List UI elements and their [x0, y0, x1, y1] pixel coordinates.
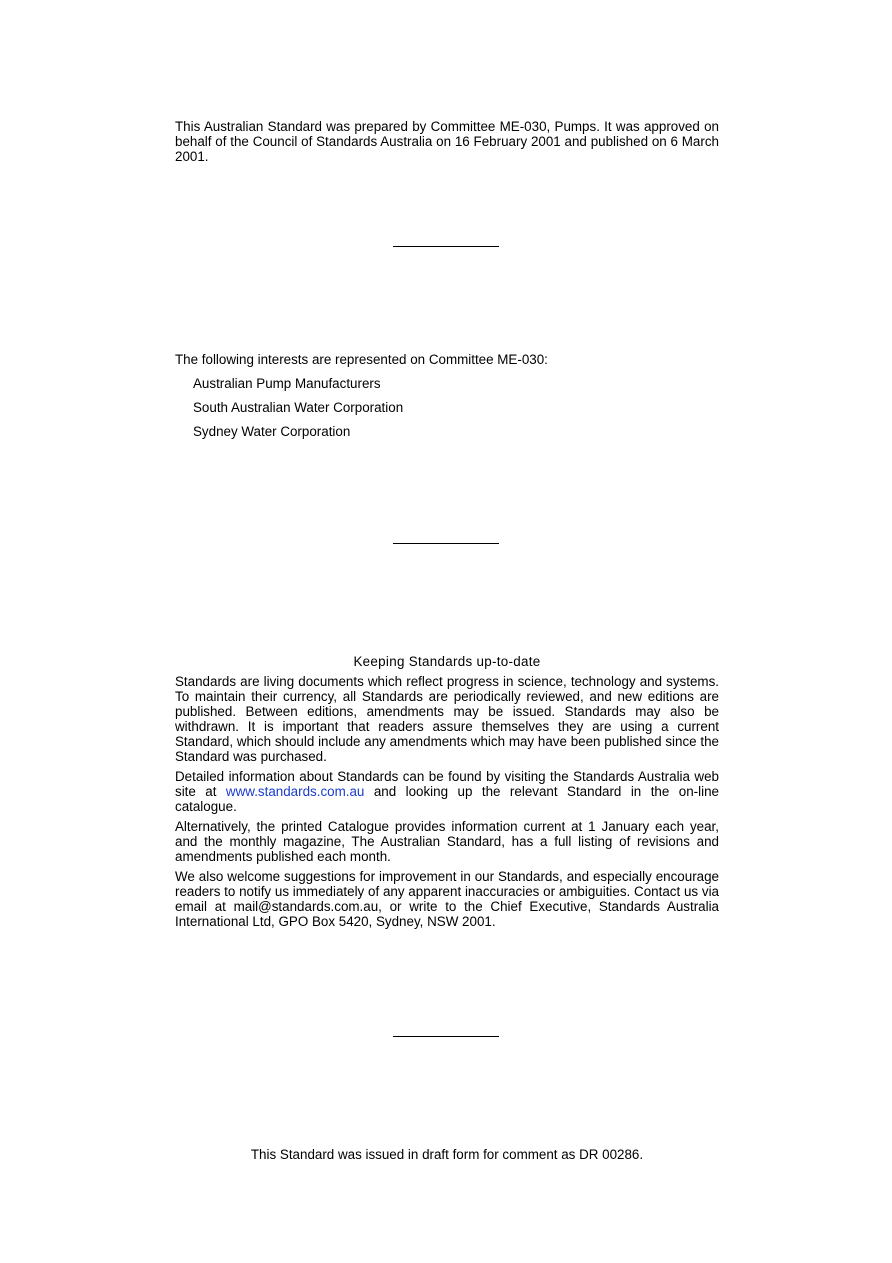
keeping-paragraph-4: We also welcome suggestions for improvement in our Standards, and especially encourage readers to notify us immediately of any apparent inaccuracies or ambiguities. Contact us via email at mail@standards.com.au, or write to the Chief Executive, Standards Australia International Ltd, GPO Box 5420, Sydney, NSW 2001.: [175, 869, 719, 929]
paragraph-text: Detailed information about Standards can be found by visiting the Standards Australia web site at: [175, 769, 719, 799]
committee-interests: [175, 352, 719, 448]
keeping-paragraph-1: Standards are living documents which reflect progress in science, technology and systems. To maintain their currency, all Standards are periodically reviewed, and new editions are published. Between editions, amendments may be issued. Standards may also be withdrawn. It is important that readers assure themselves they are using a current Standard, which should include any amendments which may have been published since the Standard was purchased.: [175, 674, 719, 764]
approval-statement: [175, 119, 719, 164]
section-divider-1: [393, 246, 499, 247]
keeping-standards-body: [175, 674, 719, 934]
list-item: Australian Pump Manufacturers: [193, 376, 381, 391]
standards-website-link[interactable]: www.standards.com.au: [225, 784, 365, 799]
list-item: South Australian Water Corporation: [193, 400, 404, 415]
section-divider-2: [393, 543, 499, 544]
list-item: Sydney Water Corporation: [193, 424, 351, 439]
paragraph-text: and looking up the relevant Standard in the on-line catalogue.: [175, 784, 719, 814]
approval-text: This Australian Standard was prepared by Committee ME-030, Pumps. It was approved on behalf of the Council of Standards Australia on 16 February 2001 and published on 6 March 2001.: [175, 119, 719, 164]
interests-lead: The following interests are represented on Committee ME-030:: [175, 352, 548, 367]
keeping-paragraph-3: Alternatively, the printed Catalogue provides information current at 1 January each year, and the monthly magazine, The Australian Standard, has a full listing of revisions and amendments published each month.: [175, 819, 719, 864]
draft-note: This Standard was issued in draft form for comment as DR 00286.: [250, 1147, 644, 1162]
keeping-standards-heading: Keeping Standards up-to-date: [353, 654, 541, 669]
keeping-paragraph-2: [175, 769, 719, 814]
interests-list: [175, 376, 719, 439]
section-divider-3: [393, 1036, 499, 1037]
